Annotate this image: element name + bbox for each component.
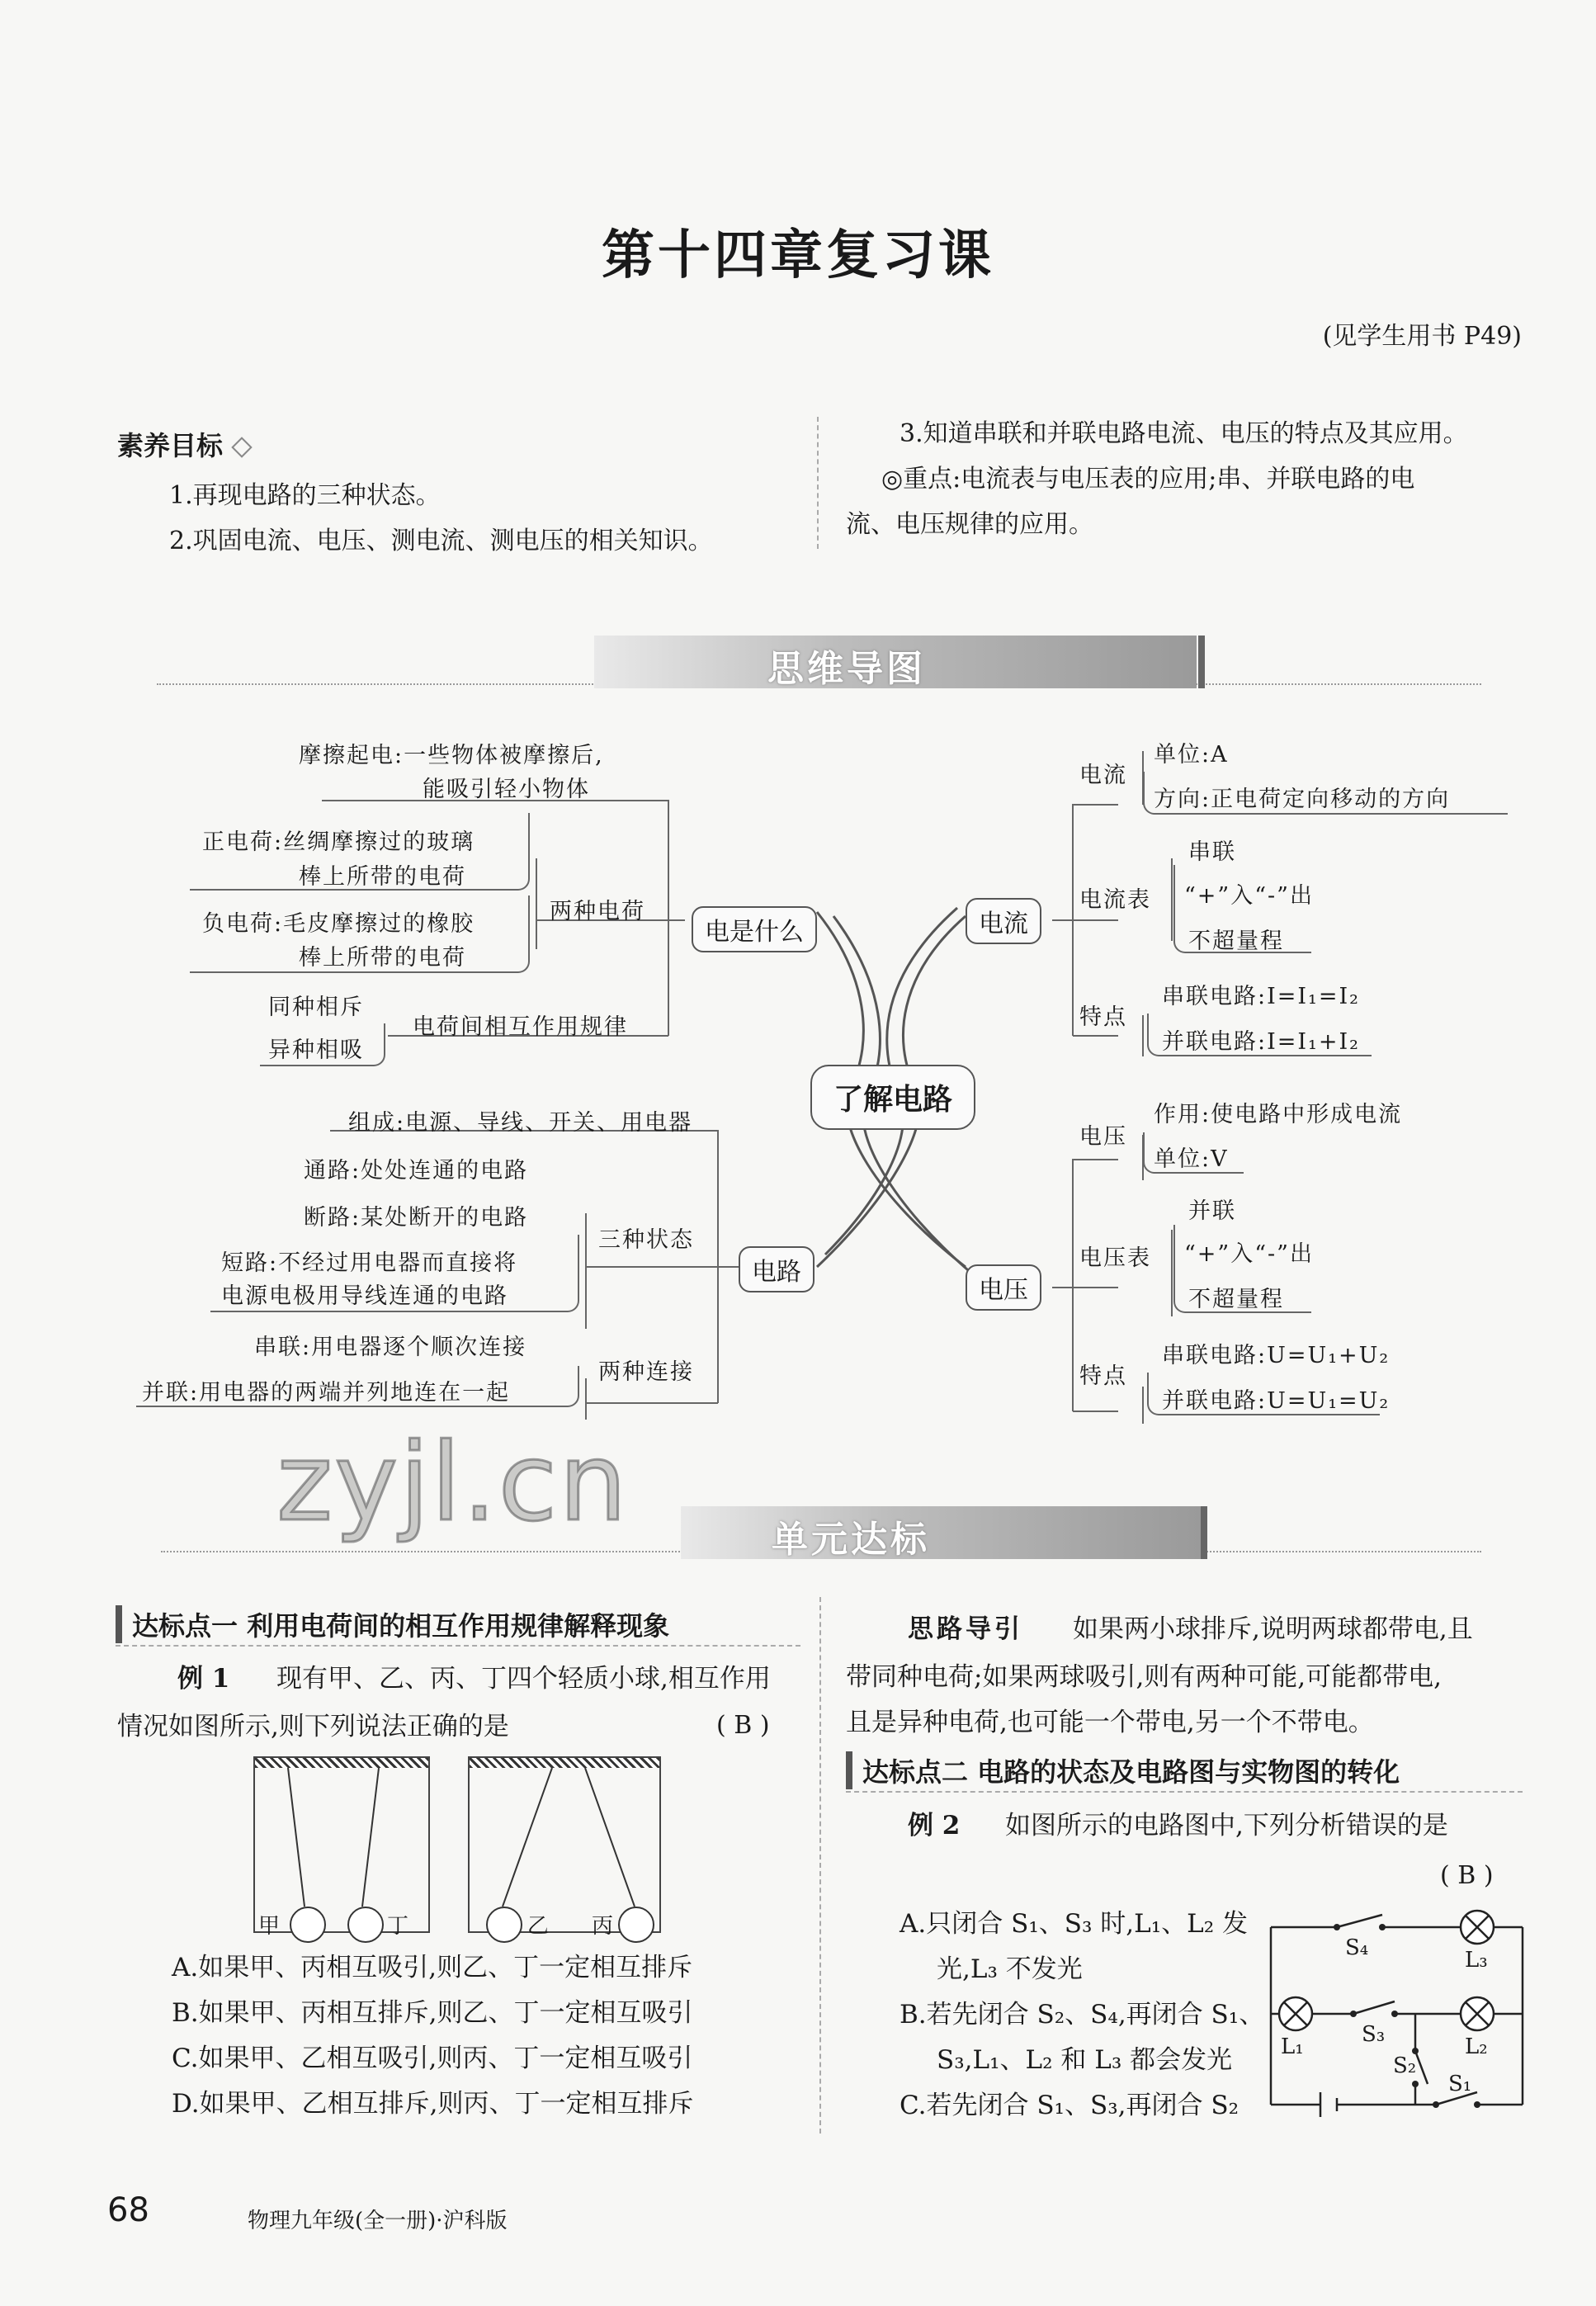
book-reference: (见学生用书 P49) bbox=[1322, 322, 1522, 351]
node-circuit: 电路 bbox=[739, 1246, 815, 1292]
current-parallel-rule: 并联电路:I=I₁+I₂ bbox=[1162, 1029, 1360, 1055]
negative-box bbox=[190, 895, 530, 973]
label-ding: 丁 bbox=[387, 1914, 409, 1939]
book-title: 物理九年级(全一册)·沪科版 bbox=[248, 2209, 508, 2233]
option-b: B.如果甲、丙相互排斥,则乙、丁一定相互吸引 bbox=[172, 1998, 693, 2028]
current-sub: 电流 bbox=[1079, 763, 1127, 788]
guide-line2: 带同种电荷;如果两球吸引,则有两种可能,可能都带电, bbox=[846, 1662, 1443, 1692]
friction-line1: 摩擦起电:一些物体被摩擦后, bbox=[299, 743, 604, 768]
label-s3: S₃ bbox=[1362, 2022, 1386, 2047]
positive-line1: 正电荷:丝绸摩擦过的玻璃 bbox=[202, 829, 475, 855]
ammeter-range: 不超量程 bbox=[1188, 929, 1284, 954]
point1-rule bbox=[116, 1645, 800, 1647]
voltage-parallel-box bbox=[1147, 1373, 1380, 1415]
example2-text: 如图所示的电路图中,下列分析错误的是 bbox=[1005, 1811, 1448, 1841]
negative-line2: 棒上所带的电荷 bbox=[299, 945, 466, 971]
column-divider-2 bbox=[819, 1597, 821, 2134]
short-line2: 电源电极用导线连通的电路 bbox=[221, 1283, 508, 1309]
voltmeter-parallel: 并联 bbox=[1188, 1198, 1236, 1224]
point1-heading: 达标点一 利用电荷间的相互作用规律解释现象 bbox=[116, 1605, 669, 1643]
ball-ding bbox=[347, 1907, 384, 1943]
series-conn: 串联:用电器逐个顺次连接 bbox=[254, 1335, 527, 1360]
key-points-line2: 流、电压规律的应用。 bbox=[846, 510, 1093, 539]
voltage-feature: 特点 bbox=[1079, 1363, 1127, 1389]
label-l1: L₁ bbox=[1281, 2034, 1304, 2059]
ammeter-inout: “+”入“-”出 bbox=[1184, 883, 1314, 909]
example1-answer: ( B ) bbox=[716, 1711, 770, 1740]
point2-rule bbox=[846, 1791, 1523, 1793]
three-states: 三种状态 bbox=[598, 1227, 694, 1253]
page-title: 第十四章复习课 bbox=[602, 224, 994, 286]
short-line1: 短路:不经过用电器而直接将 bbox=[221, 1250, 518, 1276]
label-bing: 丙 bbox=[592, 1914, 614, 1939]
circuit-diagram bbox=[1263, 1907, 1535, 2121]
node-voltage: 电压 bbox=[966, 1264, 1041, 1311]
label-jia: 甲 bbox=[258, 1914, 281, 1939]
two-charges: 两种电荷 bbox=[550, 899, 645, 924]
diff-attract-box bbox=[260, 1023, 385, 1066]
option-a: A.如果甲、丙相互吸引,则乙、丁一定相互排斥 bbox=[172, 1953, 693, 1982]
label-s4: S₄ bbox=[1345, 1935, 1369, 1960]
voltmeter-box bbox=[1173, 1225, 1311, 1313]
voltage-role: 作用:使电路中形成电流 bbox=[1154, 1102, 1403, 1127]
current-direction: 方向:正电荷定向移动的方向 bbox=[1154, 787, 1451, 812]
option-d: D.如果甲、乙相互排斥,则丙、丁一定相互排斥 bbox=[172, 2089, 694, 2119]
voltage-series-rule: 串联电路:U=U₁+U₂ bbox=[1162, 1343, 1391, 1368]
unit-banner bbox=[161, 1506, 1481, 1559]
banner-end bbox=[1201, 1506, 1207, 1559]
pendulum-figure-2 bbox=[468, 1756, 661, 1939]
goals-heading-text: 素养目标 bbox=[117, 430, 224, 461]
charge-rule: 电荷间相互作用规律 bbox=[413, 1014, 628, 1040]
negative-line1: 负电荷:毛皮摩擦过的橡胶 bbox=[202, 911, 475, 937]
guide-line1: 如果两小球排斥,说明两球都带电,且 bbox=[1073, 1614, 1473, 1644]
example2-option-a1: A.只闭合 S₁、S₃ 时,L₁、L₂ 发 bbox=[900, 1909, 1249, 1939]
same-repel: 同种相斥 bbox=[268, 995, 364, 1020]
ammeter-box bbox=[1173, 865, 1311, 953]
label-l3: L₃ bbox=[1465, 1948, 1488, 1973]
positive-box bbox=[190, 813, 530, 891]
goal-item-3: 3.知道串联和并联电路电流、电压的特点及其应用。 bbox=[900, 419, 1468, 448]
voltage-unit: 单位:V bbox=[1154, 1146, 1229, 1172]
example2-label: 例 2 bbox=[908, 1811, 961, 1841]
voltmeter-inout: “+”入“-”出 bbox=[1184, 1241, 1314, 1267]
ball-jia bbox=[290, 1907, 326, 1943]
example2-option-b1: B.若先闭合 S₂、S₄,再闭合 S₁、 bbox=[900, 2000, 1265, 2030]
banner-label: 思维导图 bbox=[767, 648, 926, 690]
two-connections: 两种连接 bbox=[598, 1359, 694, 1385]
banner-band bbox=[681, 1506, 1201, 1559]
example1-label: 例 1 bbox=[177, 1664, 230, 1694]
point2-heading: 达标点二 电路的状态及电路图与实物图的转化 bbox=[846, 1751, 1400, 1789]
label-s1: S₁ bbox=[1448, 2072, 1472, 2096]
short-box bbox=[210, 1235, 579, 1312]
pendulum-figure-1 bbox=[253, 1756, 430, 1939]
page-number: 68 bbox=[107, 2191, 149, 2229]
example2-option-c: C.若先闭合 S₁、S₃,再闭合 S₂ bbox=[900, 2091, 1239, 2120]
guide-line3: 且是异种电荷,也可能一个带电,另一个不带电。 bbox=[846, 1708, 1374, 1737]
guide-label: 思路导引 bbox=[908, 1614, 1023, 1644]
example2-answer: ( B ) bbox=[1440, 1861, 1494, 1890]
state-open: 断路:某处断开的电路 bbox=[304, 1205, 529, 1231]
ball-bing bbox=[618, 1907, 654, 1943]
voltage-sub: 电压 bbox=[1079, 1124, 1127, 1150]
label-l2: L₂ bbox=[1465, 2034, 1488, 2059]
parallel-conn: 并联:用电器的两端并列地连在一起 bbox=[142, 1380, 511, 1406]
ammeter-series: 串联 bbox=[1188, 839, 1236, 865]
current-feature: 特点 bbox=[1079, 1004, 1127, 1030]
example2-option-b2: S₃,L₁、L₂ 和 L₃ 都会发光 bbox=[937, 2045, 1233, 2075]
state-closed: 通路:处处连通的电路 bbox=[304, 1158, 529, 1184]
voltage-unit-box bbox=[1143, 1132, 1244, 1174]
current-unit: 单位:A bbox=[1154, 742, 1229, 768]
node-current: 电流 bbox=[966, 898, 1041, 944]
example1-line2: 情况如图所示,则下列说法正确的是 bbox=[117, 1712, 509, 1741]
goal-item-1: 1.再现电路的三种状态。 bbox=[169, 481, 441, 510]
current-series-rule: 串联电路:I=I₁=I₂ bbox=[1162, 984, 1360, 1009]
voltmeter-range: 不超量程 bbox=[1188, 1287, 1284, 1312]
positive-line2: 棒上所带的电荷 bbox=[299, 864, 466, 890]
pendulum-strings-2 bbox=[470, 1758, 659, 1931]
voltage-parallel-rule: 并联电路:U=U₁=U₂ bbox=[1162, 1388, 1391, 1414]
pendulum-strings-1 bbox=[255, 1758, 428, 1931]
goal-item-2: 2.巩固电流、电压、测电流、测电压的相关知识。 bbox=[169, 527, 713, 555]
voltmeter: 电压表 bbox=[1079, 1245, 1151, 1271]
friction-line2: 能吸引轻小物体 bbox=[423, 777, 590, 802]
diff-attract: 异种相吸 bbox=[268, 1037, 364, 1063]
node-what-is-electricity: 电是什么 bbox=[692, 906, 817, 952]
composition: 组成:电源、导线、开关、用电器 bbox=[348, 1110, 693, 1136]
ball-yi bbox=[486, 1907, 522, 1943]
label-s2: S₂ bbox=[1393, 2053, 1417, 2078]
banner-label: 单元达标 bbox=[772, 1519, 930, 1561]
mindmap-center: 了解电路 bbox=[810, 1065, 975, 1130]
key-points-line1: ◎重点:电流表与电压表的应用;串、并联电路的电 bbox=[881, 465, 1415, 494]
label-yi: 乙 bbox=[527, 1914, 550, 1939]
circuit-svg bbox=[1263, 1907, 1535, 2121]
example1-line1: 现有甲、乙、丙、丁四个轻质小球,相互作用 bbox=[276, 1664, 771, 1694]
ammeter: 电流表 bbox=[1079, 887, 1151, 913]
option-c: C.如果甲、乙相互吸引,则丙、丁一定相互吸引 bbox=[172, 2044, 693, 2073]
current-direction-box bbox=[1143, 772, 1508, 815]
example2-option-a2: 光,L₃ 不发光 bbox=[937, 1954, 1083, 1984]
watermark: zyjl.cn bbox=[276, 1420, 629, 1545]
parallel-conn-box bbox=[136, 1366, 579, 1407]
current-parallel-box bbox=[1147, 1014, 1372, 1056]
